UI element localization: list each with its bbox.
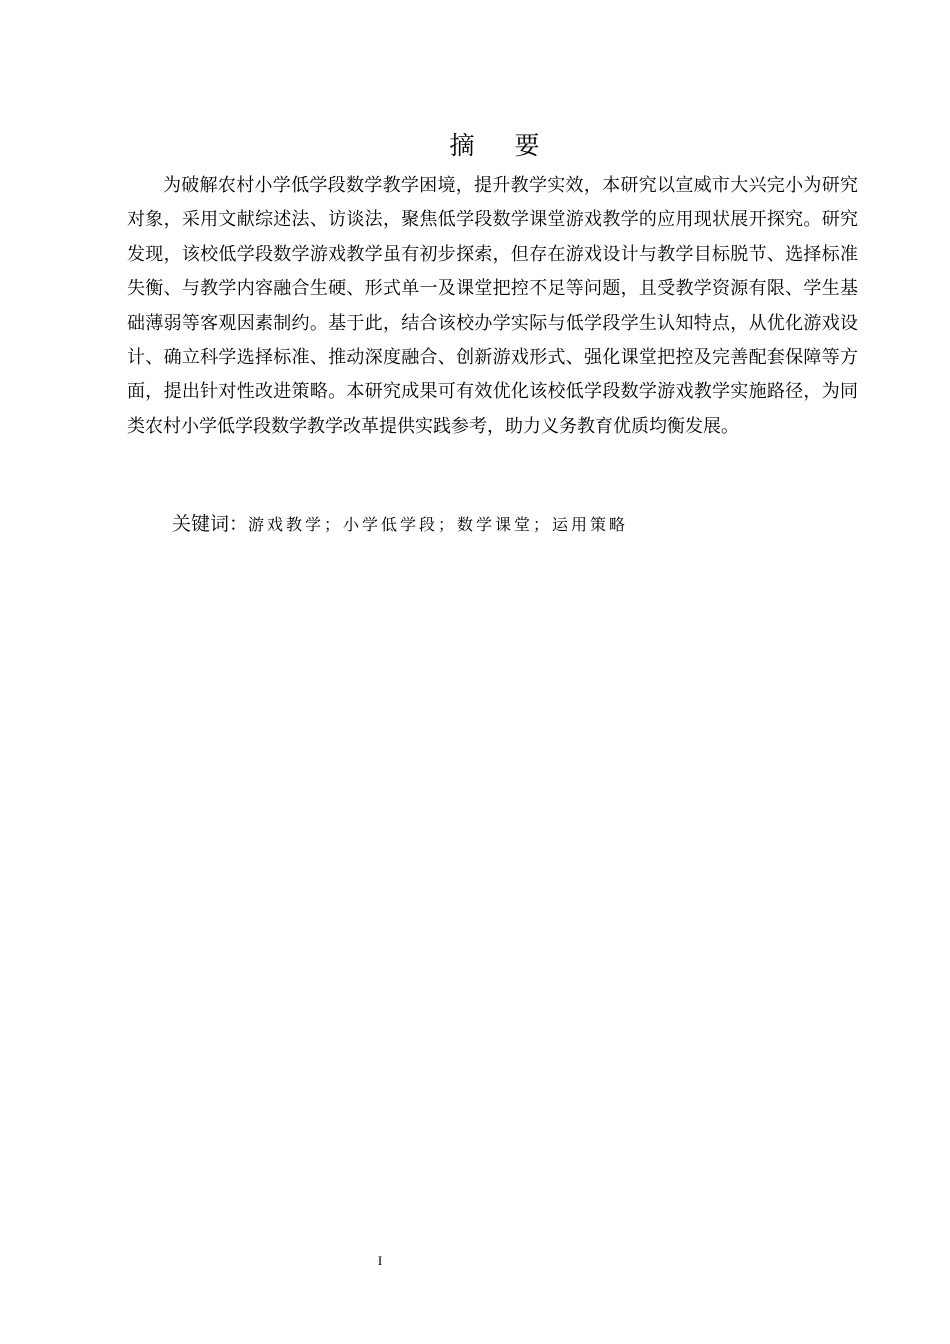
- page-number: I: [377, 1253, 383, 1268]
- keywords-label: 关键词：: [172, 513, 249, 535]
- keywords-line: [172, 507, 852, 542]
- keywords-list: 游戏教学；小学低学段；数学课堂；运用策略: [248, 515, 629, 534]
- abstract-body: 为破解农村小学低学段数学教学困境，提升教学实效，本研究以宣威市大兴完小为研究对象，采用文献综述法、访谈法，聚焦低学段数学课堂游戏教学的应用现状展开探究。研究发现，该校低学段数学游戏教学虽有初步探索，但存在游戏设计与教学目标脱节、选择标准失衡、与教学内容融合生硬、形式单一及课堂把控不足等问题，且受教学资源有限、学生基础薄弱等客观因素制约。基于此，结合该校办学实际与低学段学生认知特点，从优化游戏设计、确立科学选择标准、推动深度融合、创新游戏形式、强化课堂把控及完善配套保障等方面，提出针对性改进策略。本研究成果可有效优化该校低学段数学游戏教学实施路径，为同类农村小学低学段数学教学改革提供实践参考，助力义务教育优质均衡发展。: [127, 175, 858, 437]
- title-char-1: 摘: [449, 131, 475, 160]
- abstract-title: [0, 126, 950, 166]
- title-char-2: 要: [514, 131, 540, 160]
